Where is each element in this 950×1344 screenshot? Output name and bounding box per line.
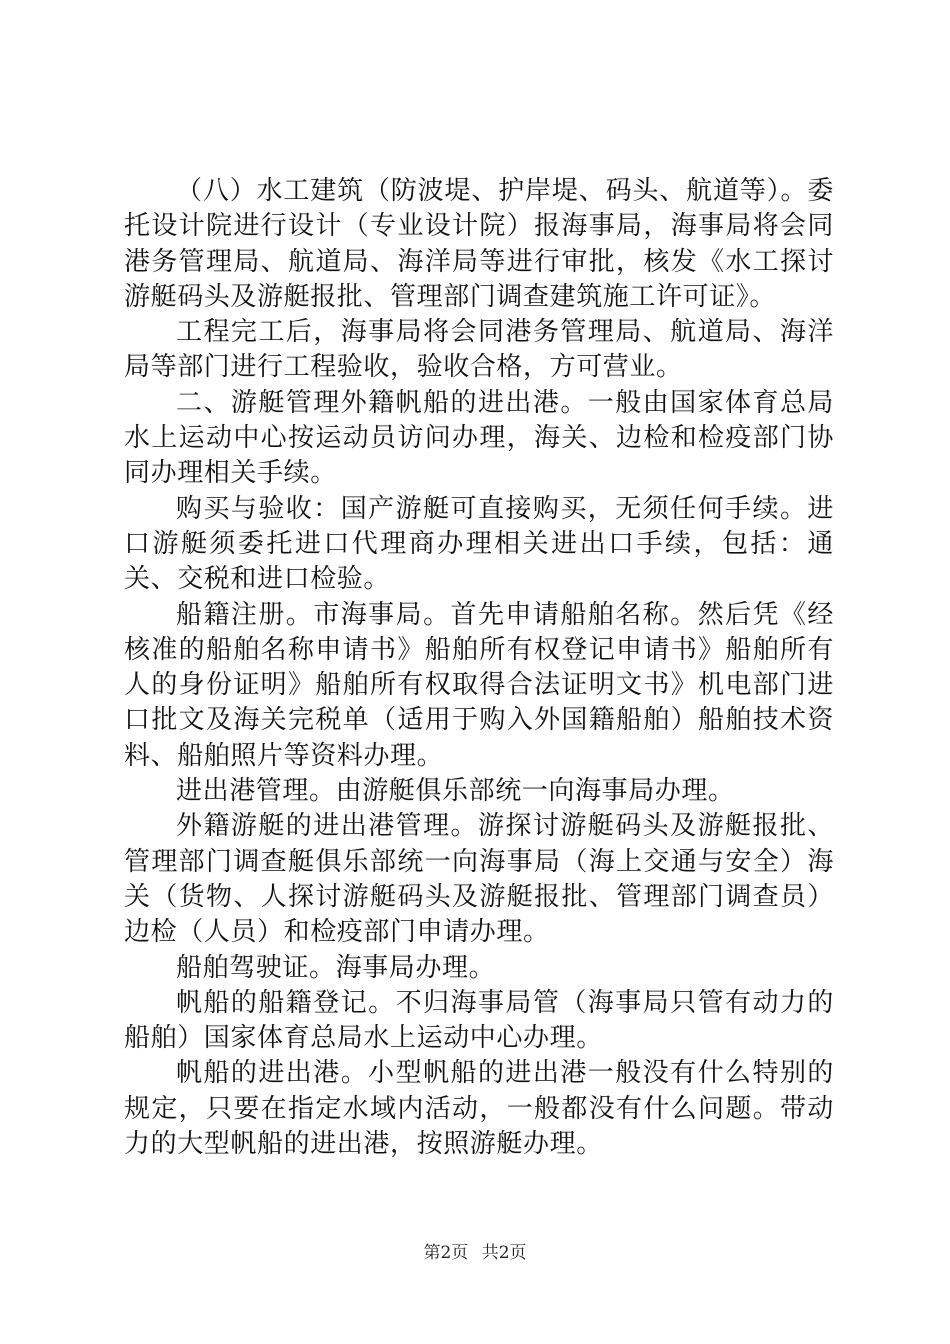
paragraph-hydraulic-construction: （八）水工建筑（防波堤、护岸堤、码头、航道等）。委托设计院进行设计（专业设计院）报海事局，海事局将会同港务管理局、航道局、海洋局等进行审批，核发《水工探讨游艇码头及游艇报批、管理部门调查建筑施工许可证》。 — [124, 176, 834, 312]
paragraph-driving-license: 船舶驾驶证。海事局办理。 — [176, 952, 496, 983]
paragraph-purchase-acceptance: 购买与验收：国产游艇可直接购买，无须任何手续。进口游艇须委托进口代理商办理相关进出口手续，包括：通关、交税和进口检验。 — [124, 493, 834, 595]
paragraph-foreign-yacht-port: 外籍游艇的进出港管理。游探讨游艇码头及游艇报批、管理部门调查艇俱乐部统一向海事局（海上交通与安全）海关（货物、人探讨游艇码头及游艇报批、管理部门调查员）边检（人员）和检疫部门申请办理。 — [124, 811, 834, 948]
page-footer — [0, 1242, 950, 1264]
paragraph-sailboat-port: 帆船的进出港。小型帆船的进出港一般没有什么特别的规定，只要在指定水域内活动，一般都没有什么问题。带动力的大型帆船的进出港，按照游艇办理。 — [124, 1058, 834, 1160]
document-body — [124, 174, 834, 1162]
page-number-current: 第2页 — [423, 1243, 469, 1263]
page-number-total: 共2页 — [481, 1243, 527, 1263]
paragraph-foreign-sailboat-entry: 二、游艇管理外籍帆船的进出港。一般由国家体育总局水上运动中心按运动员访问办理，海关、边检和检疫部门协同办理相关手续。 — [124, 387, 834, 489]
paragraph-project-acceptance: 工程完工后，海事局将会同港务管理局、航道局、海洋局等部门进行工程验收，验收合格，方可营业。 — [124, 317, 834, 383]
paragraph-ship-registration: 船籍注册。市海事局。首先申请船舶名称。然后凭《经核准的船舶名称申请书》船舶所有权登记申请书》船舶所有人的身份证明》船舶所有权取得合法证明文书》机电部门进口批文及海关完税单（适用于购入外国籍船舶）船舶技术资料、船舶照片等资料办理。 — [124, 599, 834, 771]
paragraph-port-management: 进出港管理。由游艇俱乐部统一向海事局办理。 — [176, 776, 735, 807]
paragraph-sailboat-registration: 帆船的船籍登记。不归海事局管（海事局只管有动力的船舶）国家体育总局水上运动中心办理。 — [124, 987, 834, 1054]
